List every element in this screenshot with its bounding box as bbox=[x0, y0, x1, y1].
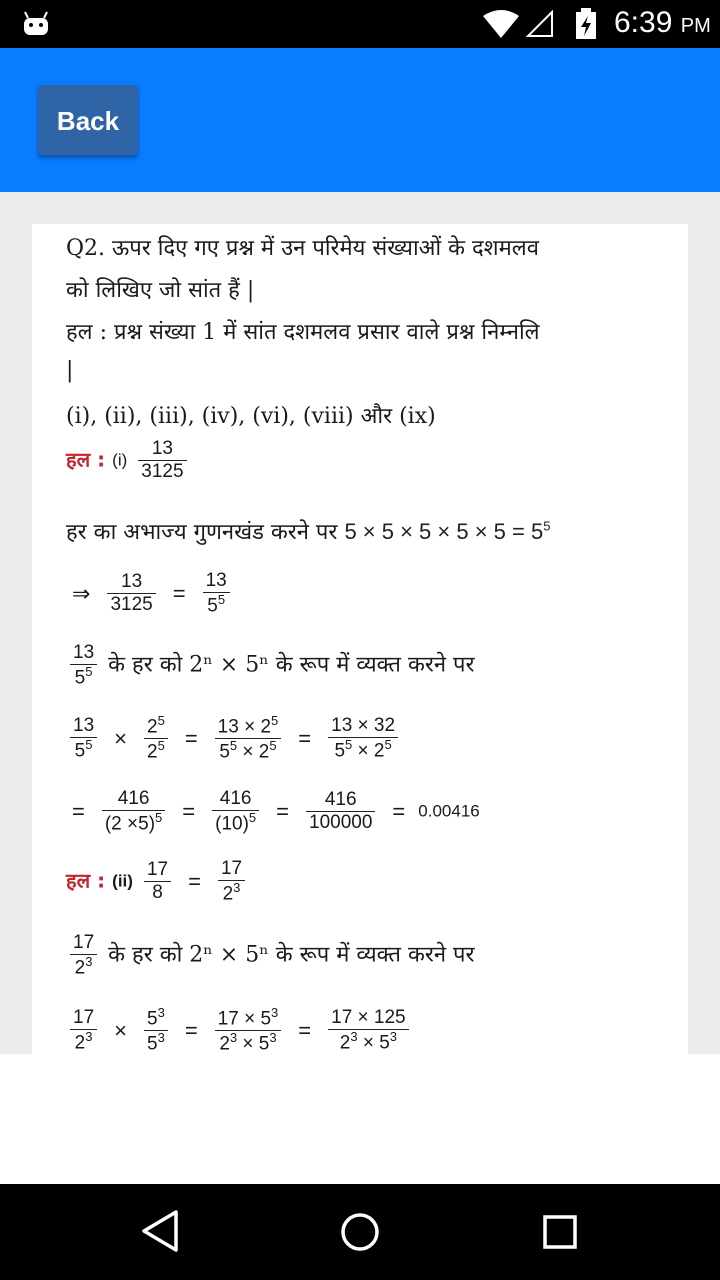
multiply-line-1: $\frac{13}{5^5}$ × $\frac{2^5}{2^5}$ = $\frac{13 \times 2^5}{5^5 \times 2^5}$ = $\frac{13 \times 32}{5^5 \times 2^5}$ bbox=[66, 714, 402, 763]
nav-recents-icon[interactable] bbox=[542, 1214, 578, 1250]
solution-line-1: हल : प्रश्न संख्या 1 में सांत दशमलव प्रसार वाले प्रश्न निम्नलि bbox=[66, 320, 540, 345]
android-icon bbox=[22, 10, 50, 36]
status-bar bbox=[0, 0, 720, 48]
result-value: 0.00416 bbox=[418, 801, 480, 821]
nav-home-icon[interactable] bbox=[340, 1212, 380, 1252]
content-panel[interactable] bbox=[32, 224, 688, 1054]
wifi-icon bbox=[482, 10, 520, 38]
question-line-1: Q2. ऊपर दिए गए प्रश्न में उन परिमेय संख्याओं के दशमलव bbox=[66, 236, 539, 261]
hal-label: हल : bbox=[66, 447, 106, 472]
express-line-1: $\frac{13}{5^5}$ के हर को 2ⁿ × 5ⁿ के रूप में व्यक्त करने पर bbox=[66, 642, 475, 689]
nav-bar bbox=[0, 1184, 720, 1280]
nav-back-icon[interactable] bbox=[140, 1209, 180, 1253]
question-line-2: को लिखिए जो सांत हैं | bbox=[66, 278, 255, 303]
multiply-line-2: $\frac{17}{2^3}$ × $\frac{5^3}{5^3}$ = $\frac{17 \times 5^3}{2^3 \times 5^3}$ = $\frac{17 \times 125}{2^3 \times 5^3}$ bbox=[66, 1006, 413, 1054]
factor-line: हर का अभाज्य गुणनखंड करने पर $5 \times 5 \times 5 \times 5 \times 5 = 5^5$ bbox=[66, 518, 551, 545]
content-footer-area bbox=[0, 1054, 720, 1184]
result-line-1: = $\frac{416}{(2 \times 5)^5}$ = $\frac{416}{(10)^5}$ = $\frac{416}{100000}$ = 0.00416 bbox=[72, 788, 480, 835]
part-list: (i), (ii), (iii), (iv), (vi), (viii) और (ix) bbox=[66, 404, 436, 429]
fraction: $\frac{13}{3125}$ bbox=[138, 438, 186, 483]
express-line-2: $\frac{17}{2^3}$ के हर को 2ⁿ × 5ⁿ के रूप में व्यक्त करने पर bbox=[66, 932, 475, 979]
implies-line: ⇒ $\frac{13}{3125}$ = $\frac{13}{5^5}$ bbox=[66, 570, 234, 617]
signal-icon bbox=[526, 10, 554, 38]
part-2-header: हल : (ii) $\frac{17}{8}$ = $\frac{17}{2^3}$ bbox=[66, 858, 249, 905]
clock: 6:39 PM bbox=[614, 6, 711, 39]
back-button[interactable]: Back bbox=[38, 85, 138, 155]
part-1-header: हल : (i) $\frac{13}{3125}$ bbox=[66, 438, 191, 483]
app-bar bbox=[0, 48, 720, 192]
solution-line-2: | bbox=[66, 358, 74, 383]
battery-icon bbox=[574, 8, 598, 40]
